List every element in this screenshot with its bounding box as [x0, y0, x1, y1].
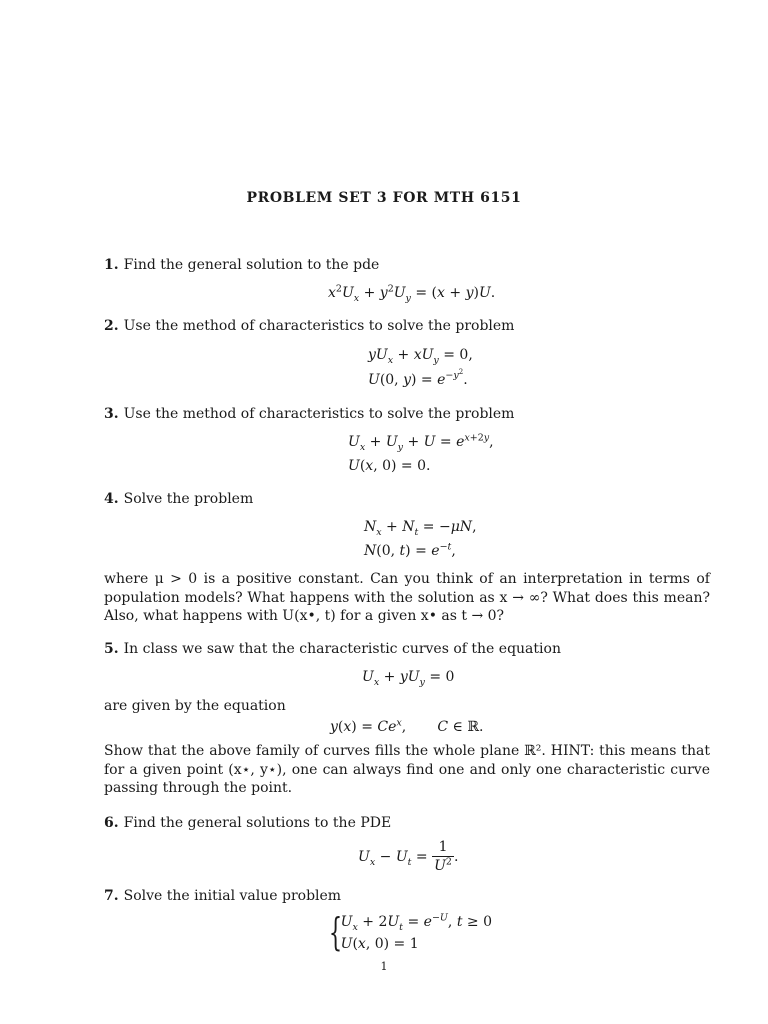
problem-4-number: 4.: [104, 491, 119, 507]
problem-5-text: In class we saw that the characteristic curves of the equation: [123, 641, 561, 657]
problem-3: [104, 405, 710, 424]
problem-1-equation: $x^2U_x + y^2U_y = (x + y)U$.: [328, 283, 496, 304]
problem-2-number: 2.: [104, 318, 119, 334]
problem-5: [104, 640, 710, 659]
problem-5-equation-2: $y(x) = Ce^x$, C ∈ ℝ.: [330, 717, 484, 735]
problem-3-equation-1: $U_x + U_y + U = e^{x+2y}$,: [348, 432, 494, 453]
page-number: 1: [380, 960, 388, 973]
problem-7-number: 7.: [104, 888, 119, 904]
problem-3-number: 3.: [104, 406, 119, 422]
problem-1-text: Find the general solution to the pde: [123, 257, 380, 273]
problem-4-equation-1: $N_x + N_t = -\mu N$,: [364, 519, 477, 538]
problem-5-followup: Show that the above family of curves fills the whole plane ℝ². HINT: this means that for a given point (x⋆, y⋆), one can always find one and only one characteristic curve passing through the point.: [104, 743, 710, 796]
problem-1: [104, 256, 710, 275]
problem-5-middle: are given by the equation: [104, 698, 286, 714]
problem-7-text: Solve the initial value problem: [123, 888, 342, 904]
page-title: PROBLEM SET 3 FOR MTH 6151: [246, 190, 522, 206]
problem-3-text: Use the method of characteristics to solve the problem: [123, 406, 515, 422]
problem-6-equation: $U_x - U_t$ = $\frac{1}{U^2}$ .: [358, 839, 459, 874]
problem-5-equation-1: $U_x + yU_y = 0$: [362, 669, 455, 688]
problem-6: [104, 814, 710, 833]
problem-2: [104, 317, 710, 336]
problem-4-equation-2: N(0, $t) = e^{-t}$,: [364, 541, 456, 559]
fraction: $\frac{1}{U^2}$: [434, 839, 452, 874]
problem-4-text: Solve the problem: [123, 491, 254, 507]
problem-1-number: 1.: [104, 257, 119, 273]
left-brace: {: [328, 910, 343, 954]
problem-4-followup: where μ > 0 is a positive constant. Can you think of an interpretation in terms of population models? What happens with the solution as x → ∞? What does this mean? Also, what happens with U(x•, t) for a given x• as t → 0?: [104, 571, 710, 624]
problem-3-equation-2: U(x, 0) = 0.: [348, 458, 431, 474]
problem-6-number: 6.: [104, 815, 119, 831]
problem-2-equation-1: $yU_x + xU_y = 0$,: [368, 347, 473, 366]
problem-4: [104, 490, 710, 509]
problem-2-equation-2: U(0, $y) = e^{-y^2}$.: [368, 368, 468, 388]
problem-7-system: { $U_x + 2U_t = e^{-U}$, t ≥ 0 U(x, 0) = 1: [328, 910, 493, 954]
problem-5-number: 5.: [104, 641, 119, 657]
problem-7: [104, 887, 710, 906]
problem-2-text: Use the method of characteristics to solve the problem: [123, 318, 515, 334]
problem-6-text: Find the general solutions to the PDE: [123, 815, 392, 831]
